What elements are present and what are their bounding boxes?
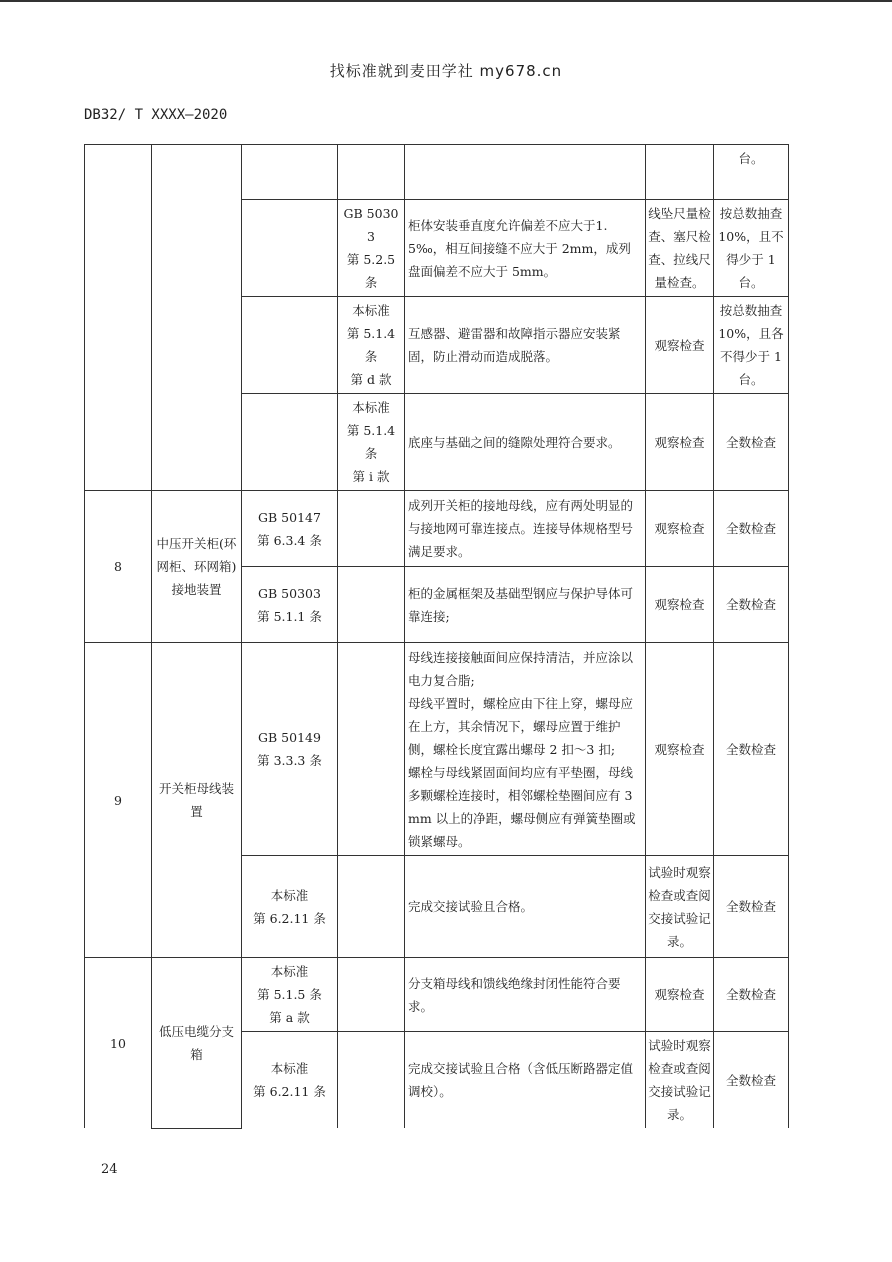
cell-item: 中压开关柜(环网柜、环网箱)接地装置	[152, 491, 242, 643]
requirement-line: 母线平置时，螺栓应由下往上穿，螺母应在上方，其余情况下，螺母应置于维护侧，螺栓长度宜露出螺母 2 扣～3 扣;	[408, 695, 634, 757]
basis-line: 第 i 款	[352, 469, 390, 484]
cell-requirement: 完成交接试验且合格（含低压断路器定值调校）。	[405, 1032, 646, 1129]
document-code: DB32/ T XXXX—2020	[84, 107, 228, 123]
cell-count: 全数检查	[714, 643, 789, 856]
basis-line: 第 5.1.5 条	[257, 987, 322, 1002]
table-row	[85, 491, 789, 567]
basis-line: 第 5.1.4 条	[346, 326, 396, 364]
basis-line: 第 6.3.4 条	[257, 532, 322, 548]
basis-line: GB 50149	[258, 730, 321, 745]
cell-method: 线坠尺量检查、塞尺检查、拉线尺量检查。	[646, 200, 714, 297]
inspection-table	[84, 144, 789, 1129]
basis-line: GB 50303	[343, 206, 399, 244]
cell-requirement	[405, 643, 646, 856]
basis-line: 第 d 款	[350, 372, 392, 387]
requirement-line: 母线连接接触面间应保持清洁，并应涂以电力复合脂;	[408, 649, 634, 688]
cell-count: 全数检查	[714, 567, 789, 643]
cell-requirement: 成列开关柜的接地母线，应有两处明显的与接地网可靠连接点。连接导体规格型号满足要求。	[405, 491, 646, 567]
cell-basis	[338, 958, 405, 1032]
cell-basis	[338, 856, 405, 958]
cell-sub	[242, 958, 338, 1032]
basis-line: GB 50147	[258, 509, 321, 525]
cell-sub	[242, 567, 338, 643]
table-row	[85, 958, 789, 1032]
table-row	[85, 643, 789, 856]
cell-requirement: 完成交接试验且合格。	[405, 856, 646, 958]
requirement-line: 螺栓与母线紧固面间均应有平垫圈，母线多颗螺栓连接时，相邻螺栓垫圈间应有 3mm 以上的净距，螺母侧应有弹簧垫圈或锁紧螺母。	[408, 764, 636, 849]
cell-method	[646, 145, 714, 200]
cell-basis	[338, 643, 405, 856]
basis-line: 本标准	[352, 303, 390, 318]
cell-requirement: 底座与基础之间的缝隙处理符合要求。	[405, 394, 646, 491]
basis-line: 第 5.2.5 条	[346, 252, 396, 290]
cell-sub	[242, 856, 338, 958]
basis-line: 本标准	[270, 887, 309, 903]
cell-item	[152, 145, 242, 491]
cell-no: 8	[85, 491, 152, 643]
basis-line: 第 6.2.11 条	[253, 1084, 326, 1099]
cell-basis	[338, 491, 405, 567]
top-border-line	[0, 0, 892, 2]
cell-count: 全数检查	[714, 394, 789, 491]
cell-sub	[242, 200, 338, 297]
cell-basis	[338, 1032, 405, 1129]
cell-method: 试验时观察检查或查阅交接试验记录。	[646, 856, 714, 958]
cell-requirement: 柜体安装垂直度允许偏差不应大于1.5‰，相互间接缝不应大于 2mm，成列盘面偏差不应大于 5mm。	[405, 200, 646, 297]
cell-requirement: 互感器、避雷器和故障指示器应安装紧固，防止滑动而造成脱落。	[405, 297, 646, 394]
cell-method: 观察检查	[646, 297, 714, 394]
cell-count: 按总数抽查10%，且不得少于 1 台。	[714, 200, 789, 297]
cell-item: 低压电缆分支箱	[152, 958, 242, 1129]
cell-sub	[242, 394, 338, 491]
cell-basis	[338, 297, 405, 394]
page-number: 24	[101, 1162, 118, 1177]
cell-no	[85, 145, 152, 491]
cell-method: 观察检查	[646, 958, 714, 1032]
basis-line: 第 5.1.4 条	[346, 423, 396, 461]
cell-no: 10	[85, 958, 152, 1129]
cell-count: 全数检查	[714, 491, 789, 567]
basis-line: 第 5.1.1 条	[257, 608, 322, 624]
cell-method: 观察检查	[646, 394, 714, 491]
basis-line: 第 a 款	[269, 1010, 310, 1025]
basis-line: 本标准	[270, 964, 309, 979]
cell-method: 试验时观察检查或查阅交接试验记录。	[646, 1032, 714, 1129]
cell-sub	[242, 145, 338, 200]
cell-basis	[338, 394, 405, 491]
cell-requirement	[405, 145, 646, 200]
cell-basis	[338, 567, 405, 643]
cell-requirement: 分支箱母线和馈线绝缘封闭性能符合要求。	[405, 958, 646, 1032]
cell-method: 观察检查	[646, 567, 714, 643]
table-row	[85, 145, 789, 200]
cell-requirement: 柜的金属框架及基础型钢应与保护导体可靠连接;	[405, 567, 646, 643]
cell-sub	[242, 1032, 338, 1129]
cell-no: 9	[85, 643, 152, 958]
cell-sub	[242, 643, 338, 856]
cell-count: 全数检查	[714, 958, 789, 1032]
cell-count: 按总数抽查10%，且各不得少于 1 台。	[714, 297, 789, 394]
cell-basis	[338, 145, 405, 200]
basis-line: GB 50303	[258, 585, 321, 601]
watermark-header: 找标准就到麦田学社 my678.cn	[329, 62, 563, 80]
cell-sub	[242, 297, 338, 394]
cell-count: 全数检查	[714, 856, 789, 958]
basis-line: 本标准	[352, 400, 390, 415]
basis-line: 本标准	[270, 1061, 309, 1076]
basis-line: 第 3.3.3 条	[257, 753, 322, 768]
cell-method: 观察检查	[646, 643, 714, 856]
cell-basis	[338, 200, 405, 297]
basis-line: 第 6.2.11 条	[253, 910, 326, 926]
cell-item: 开关柜母线装置	[152, 643, 242, 958]
cell-count: 全数检查	[714, 1032, 789, 1129]
cell-sub	[242, 491, 338, 567]
cell-method: 观察检查	[646, 491, 714, 567]
cell-count: 台。	[714, 145, 789, 200]
